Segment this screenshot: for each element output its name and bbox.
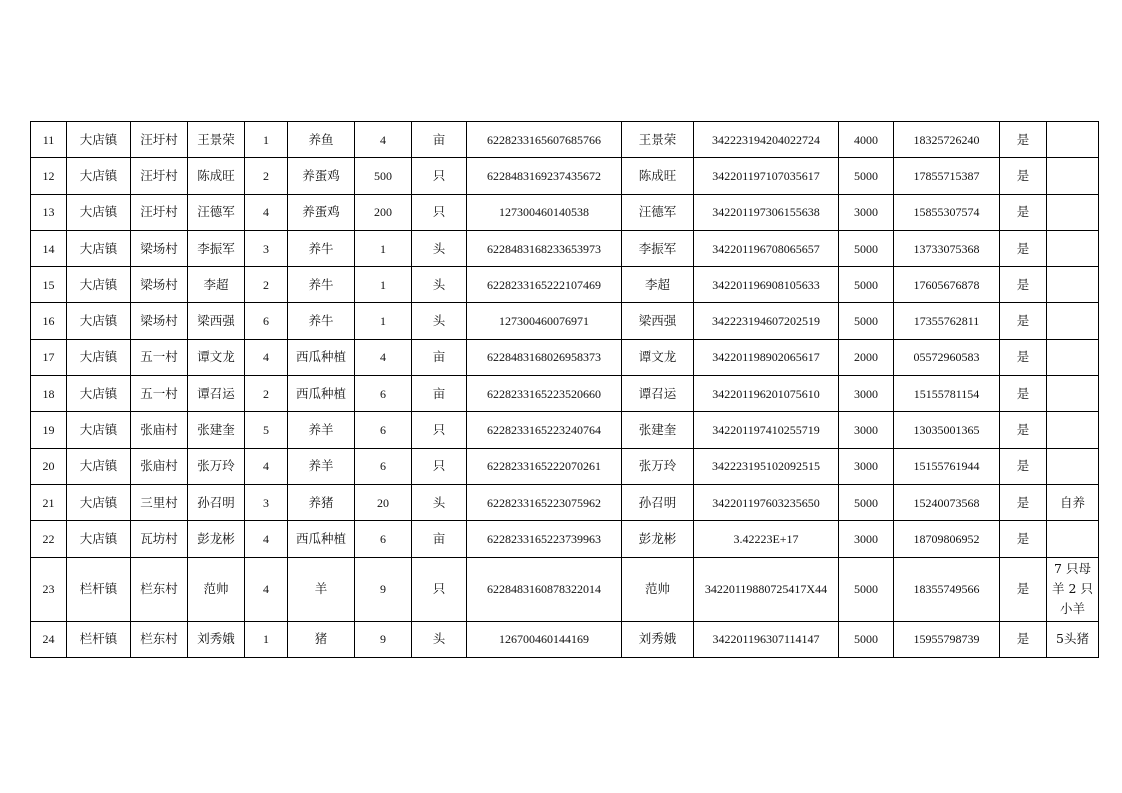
table-row <box>31 621 1099 657</box>
note-cell <box>1047 267 1099 303</box>
id-number-cell: 342201197603235650 <box>694 484 839 520</box>
table-row <box>31 412 1099 448</box>
flag-cell: 是 <box>1000 267 1047 303</box>
amount-cell: 5000 <box>839 267 894 303</box>
unit-cell: 亩 <box>412 122 467 158</box>
note-cell <box>1047 521 1099 557</box>
village-cell: 梁场村 <box>131 267 188 303</box>
row-number: 22 <box>31 521 67 557</box>
beneficiary-table <box>30 121 1099 658</box>
phone-cell: 18325726240 <box>894 122 1000 158</box>
bank-account-cell: 6228233165223739963 <box>467 521 622 557</box>
village-cell: 五一村 <box>131 339 188 375</box>
flag-cell: 是 <box>1000 339 1047 375</box>
town-cell: 大店镇 <box>67 484 131 520</box>
id-number-cell: 342201196307114147 <box>694 621 839 657</box>
id-number-cell: 34220119880725417X44 <box>694 557 839 621</box>
flag-cell: 是 <box>1000 448 1047 484</box>
note-cell <box>1047 158 1099 194</box>
flag-cell: 是 <box>1000 484 1047 520</box>
project-cell: 养羊 <box>288 448 355 484</box>
name-cell: 范帅 <box>188 557 245 621</box>
bank-account-cell: 6228233165223075962 <box>467 484 622 520</box>
account-holder-cell: 孙召明 <box>622 484 694 520</box>
phone-cell: 15240073568 <box>894 484 1000 520</box>
amount-cell: 3000 <box>839 194 894 230</box>
bank-account-cell: 6228233165607685766 <box>467 122 622 158</box>
bank-account-cell: 6228483168026958373 <box>467 339 622 375</box>
village-cell: 梁场村 <box>131 303 188 339</box>
quantity-cell: 20 <box>355 484 412 520</box>
village-cell: 张庙村 <box>131 412 188 448</box>
id-number-cell: 342223195102092515 <box>694 448 839 484</box>
town-cell: 大店镇 <box>67 267 131 303</box>
bank-account-cell: 6228483160878322014 <box>467 557 622 621</box>
village-cell: 五一村 <box>131 376 188 412</box>
phone-cell: 18355749566 <box>894 557 1000 621</box>
id-number-cell: 342201196201075610 <box>694 376 839 412</box>
account-holder-cell: 汪德军 <box>622 194 694 230</box>
project-cell: 猪 <box>288 621 355 657</box>
phone-cell: 15855307574 <box>894 194 1000 230</box>
phone-cell: 15155781154 <box>894 376 1000 412</box>
account-holder-cell: 李超 <box>622 267 694 303</box>
name-cell: 李超 <box>188 267 245 303</box>
name-cell: 刘秀娥 <box>188 621 245 657</box>
village-cell: 瓦坊村 <box>131 521 188 557</box>
project-cell: 养蛋鸡 <box>288 194 355 230</box>
amount-cell: 5000 <box>839 557 894 621</box>
unit-cell: 亩 <box>412 339 467 375</box>
town-cell: 大店镇 <box>67 339 131 375</box>
flag-cell: 是 <box>1000 621 1047 657</box>
account-holder-cell: 谭召运 <box>622 376 694 412</box>
village-cell: 汪圩村 <box>131 122 188 158</box>
bank-account-cell: 6228233165222107469 <box>467 267 622 303</box>
family-size-cell: 1 <box>245 122 288 158</box>
bank-account-cell: 126700460144169 <box>467 621 622 657</box>
table-row <box>31 521 1099 557</box>
amount-cell: 3000 <box>839 412 894 448</box>
quantity-cell: 4 <box>355 122 412 158</box>
town-cell: 大店镇 <box>67 158 131 194</box>
table-row <box>31 194 1099 230</box>
project-cell: 养鱼 <box>288 122 355 158</box>
project-cell: 羊 <box>288 557 355 621</box>
flag-cell: 是 <box>1000 303 1047 339</box>
note-cell: 5头猪 <box>1047 621 1099 657</box>
table-row <box>31 230 1099 266</box>
row-number: 11 <box>31 122 67 158</box>
account-holder-cell: 陈成旺 <box>622 158 694 194</box>
flag-cell: 是 <box>1000 521 1047 557</box>
account-holder-cell: 张建奎 <box>622 412 694 448</box>
family-size-cell: 4 <box>245 557 288 621</box>
note-cell <box>1047 412 1099 448</box>
phone-cell: 17355762811 <box>894 303 1000 339</box>
note-cell <box>1047 122 1099 158</box>
town-cell: 大店镇 <box>67 230 131 266</box>
row-number: 19 <box>31 412 67 448</box>
table-row <box>31 339 1099 375</box>
phone-cell: 15955798739 <box>894 621 1000 657</box>
note-line: 羊 2 只 <box>1052 581 1093 597</box>
note-line: 7 只母 <box>1054 561 1091 577</box>
village-cell: 张庙村 <box>131 448 188 484</box>
row-number: 14 <box>31 230 67 266</box>
phone-cell: 17855715387 <box>894 158 1000 194</box>
id-number-cell: 342201198902065617 <box>694 339 839 375</box>
row-number: 18 <box>31 376 67 412</box>
bank-account-cell: 6228483168233653973 <box>467 230 622 266</box>
bank-account-cell: 6228233165222070261 <box>467 448 622 484</box>
quantity-cell: 6 <box>355 448 412 484</box>
id-number-cell: 342201197410255719 <box>694 412 839 448</box>
flag-cell: 是 <box>1000 158 1047 194</box>
row-number: 15 <box>31 267 67 303</box>
row-number: 13 <box>31 194 67 230</box>
flag-cell: 是 <box>1000 376 1047 412</box>
family-size-cell: 4 <box>245 448 288 484</box>
family-size-cell: 2 <box>245 267 288 303</box>
phone-cell: 13733075368 <box>894 230 1000 266</box>
row-number: 20 <box>31 448 67 484</box>
id-number-cell: 342201197306155638 <box>694 194 839 230</box>
project-cell: 养猪 <box>288 484 355 520</box>
unit-cell: 只 <box>412 194 467 230</box>
family-size-cell: 4 <box>245 521 288 557</box>
family-size-cell: 2 <box>245 376 288 412</box>
town-cell: 大店镇 <box>67 412 131 448</box>
table-body <box>31 122 1099 658</box>
id-number-cell: 342201196908105633 <box>694 267 839 303</box>
amount-cell: 2000 <box>839 339 894 375</box>
flag-cell: 是 <box>1000 412 1047 448</box>
note-cell <box>1047 448 1099 484</box>
phone-cell: 15155761944 <box>894 448 1000 484</box>
quantity-cell: 6 <box>355 412 412 448</box>
table-row <box>31 448 1099 484</box>
bank-account-cell: 6228483169237435672 <box>467 158 622 194</box>
name-cell: 张建奎 <box>188 412 245 448</box>
table-row <box>31 557 1099 621</box>
flag-cell: 是 <box>1000 557 1047 621</box>
phone-cell: 13035001365 <box>894 412 1000 448</box>
note-cell <box>1047 303 1099 339</box>
unit-cell: 头 <box>412 484 467 520</box>
id-number-cell: 342223194607202519 <box>694 303 839 339</box>
quantity-cell: 6 <box>355 376 412 412</box>
row-number: 17 <box>31 339 67 375</box>
name-cell: 陈成旺 <box>188 158 245 194</box>
quantity-cell: 1 <box>355 230 412 266</box>
table-row <box>31 376 1099 412</box>
quantity-cell: 200 <box>355 194 412 230</box>
id-number-cell: 342201197107035617 <box>694 158 839 194</box>
village-cell: 栏东村 <box>131 621 188 657</box>
amount-cell: 5000 <box>839 158 894 194</box>
unit-cell: 只 <box>412 557 467 621</box>
village-cell: 汪圩村 <box>131 194 188 230</box>
name-cell: 谭文龙 <box>188 339 245 375</box>
town-cell: 大店镇 <box>67 194 131 230</box>
unit-cell: 只 <box>412 158 467 194</box>
note-cell <box>1047 194 1099 230</box>
table-row <box>31 303 1099 339</box>
amount-cell: 5000 <box>839 303 894 339</box>
flag-cell: 是 <box>1000 230 1047 266</box>
note-cell <box>1047 376 1099 412</box>
name-cell: 汪德军 <box>188 194 245 230</box>
amount-cell: 5000 <box>839 484 894 520</box>
table-row <box>31 158 1099 194</box>
village-cell: 汪圩村 <box>131 158 188 194</box>
row-number: 23 <box>31 557 67 621</box>
town-cell: 大店镇 <box>67 122 131 158</box>
family-size-cell: 6 <box>245 303 288 339</box>
amount-cell: 3000 <box>839 376 894 412</box>
name-cell: 王景荣 <box>188 122 245 158</box>
name-cell: 梁西强 <box>188 303 245 339</box>
project-cell: 养羊 <box>288 412 355 448</box>
project-cell: 养牛 <box>288 267 355 303</box>
quantity-cell: 1 <box>355 267 412 303</box>
flag-cell: 是 <box>1000 194 1047 230</box>
project-cell: 养牛 <box>288 303 355 339</box>
amount-cell: 5000 <box>839 621 894 657</box>
village-cell: 梁场村 <box>131 230 188 266</box>
account-holder-cell: 王景荣 <box>622 122 694 158</box>
quantity-cell: 6 <box>355 521 412 557</box>
row-number: 21 <box>31 484 67 520</box>
bank-account-cell: 127300460140538 <box>467 194 622 230</box>
table-row <box>31 122 1099 158</box>
family-size-cell: 1 <box>245 621 288 657</box>
account-holder-cell: 彭龙彬 <box>622 521 694 557</box>
unit-cell: 头 <box>412 303 467 339</box>
quantity-cell: 9 <box>355 557 412 621</box>
account-holder-cell: 谭文龙 <box>622 339 694 375</box>
unit-cell: 只 <box>412 448 467 484</box>
quantity-cell: 9 <box>355 621 412 657</box>
note-line: 小羊 <box>1059 601 1085 617</box>
note-cell: 自养 <box>1047 484 1099 520</box>
unit-cell: 只 <box>412 412 467 448</box>
family-size-cell: 4 <box>245 194 288 230</box>
unit-cell: 亩 <box>412 376 467 412</box>
bank-account-cell: 127300460076971 <box>467 303 622 339</box>
table-row <box>31 484 1099 520</box>
phone-cell: 18709806952 <box>894 521 1000 557</box>
table-row <box>31 267 1099 303</box>
amount-cell: 5000 <box>839 230 894 266</box>
account-holder-cell: 李振军 <box>622 230 694 266</box>
amount-cell: 4000 <box>839 122 894 158</box>
town-cell: 栏杆镇 <box>67 621 131 657</box>
account-holder-cell: 梁西强 <box>622 303 694 339</box>
name-cell: 李振军 <box>188 230 245 266</box>
unit-cell: 头 <box>412 230 467 266</box>
project-cell: 养牛 <box>288 230 355 266</box>
name-cell: 彭龙彬 <box>188 521 245 557</box>
quantity-cell: 1 <box>355 303 412 339</box>
quantity-cell: 500 <box>355 158 412 194</box>
project-cell: 西瓜种植 <box>288 339 355 375</box>
village-cell: 栏东村 <box>131 557 188 621</box>
account-holder-cell: 刘秀娥 <box>622 621 694 657</box>
flag-cell: 是 <box>1000 122 1047 158</box>
town-cell: 大店镇 <box>67 521 131 557</box>
account-holder-cell: 张万玲 <box>622 448 694 484</box>
town-cell: 大店镇 <box>67 376 131 412</box>
family-size-cell: 3 <box>245 484 288 520</box>
town-cell: 大店镇 <box>67 448 131 484</box>
note-cell <box>1047 230 1099 266</box>
family-size-cell: 2 <box>245 158 288 194</box>
id-number-cell: 3.42223E+17 <box>694 521 839 557</box>
project-cell: 西瓜种植 <box>288 376 355 412</box>
village-cell: 三里村 <box>131 484 188 520</box>
amount-cell: 3000 <box>839 448 894 484</box>
family-size-cell: 5 <box>245 412 288 448</box>
row-number: 16 <box>31 303 67 339</box>
family-size-cell: 4 <box>245 339 288 375</box>
row-number: 24 <box>31 621 67 657</box>
name-cell: 张万玲 <box>188 448 245 484</box>
family-size-cell: 3 <box>245 230 288 266</box>
town-cell: 大店镇 <box>67 303 131 339</box>
note-cell <box>1047 339 1099 375</box>
id-number-cell: 342201196708065657 <box>694 230 839 266</box>
phone-cell: 17605676878 <box>894 267 1000 303</box>
name-cell: 孙召明 <box>188 484 245 520</box>
id-number-cell: 342223194204022724 <box>694 122 839 158</box>
quantity-cell: 4 <box>355 339 412 375</box>
unit-cell: 亩 <box>412 521 467 557</box>
town-cell: 栏杆镇 <box>67 557 131 621</box>
bank-account-cell: 6228233165223240764 <box>467 412 622 448</box>
row-number: 12 <box>31 158 67 194</box>
name-cell: 谭召运 <box>188 376 245 412</box>
account-holder-cell: 范帅 <box>622 557 694 621</box>
note-cell <box>1047 557 1099 621</box>
unit-cell: 头 <box>412 621 467 657</box>
project-cell: 养蛋鸡 <box>288 158 355 194</box>
unit-cell: 头 <box>412 267 467 303</box>
project-cell: 西瓜种植 <box>288 521 355 557</box>
amount-cell: 3000 <box>839 521 894 557</box>
phone-cell: 05572960583 <box>894 339 1000 375</box>
bank-account-cell: 6228233165223520660 <box>467 376 622 412</box>
